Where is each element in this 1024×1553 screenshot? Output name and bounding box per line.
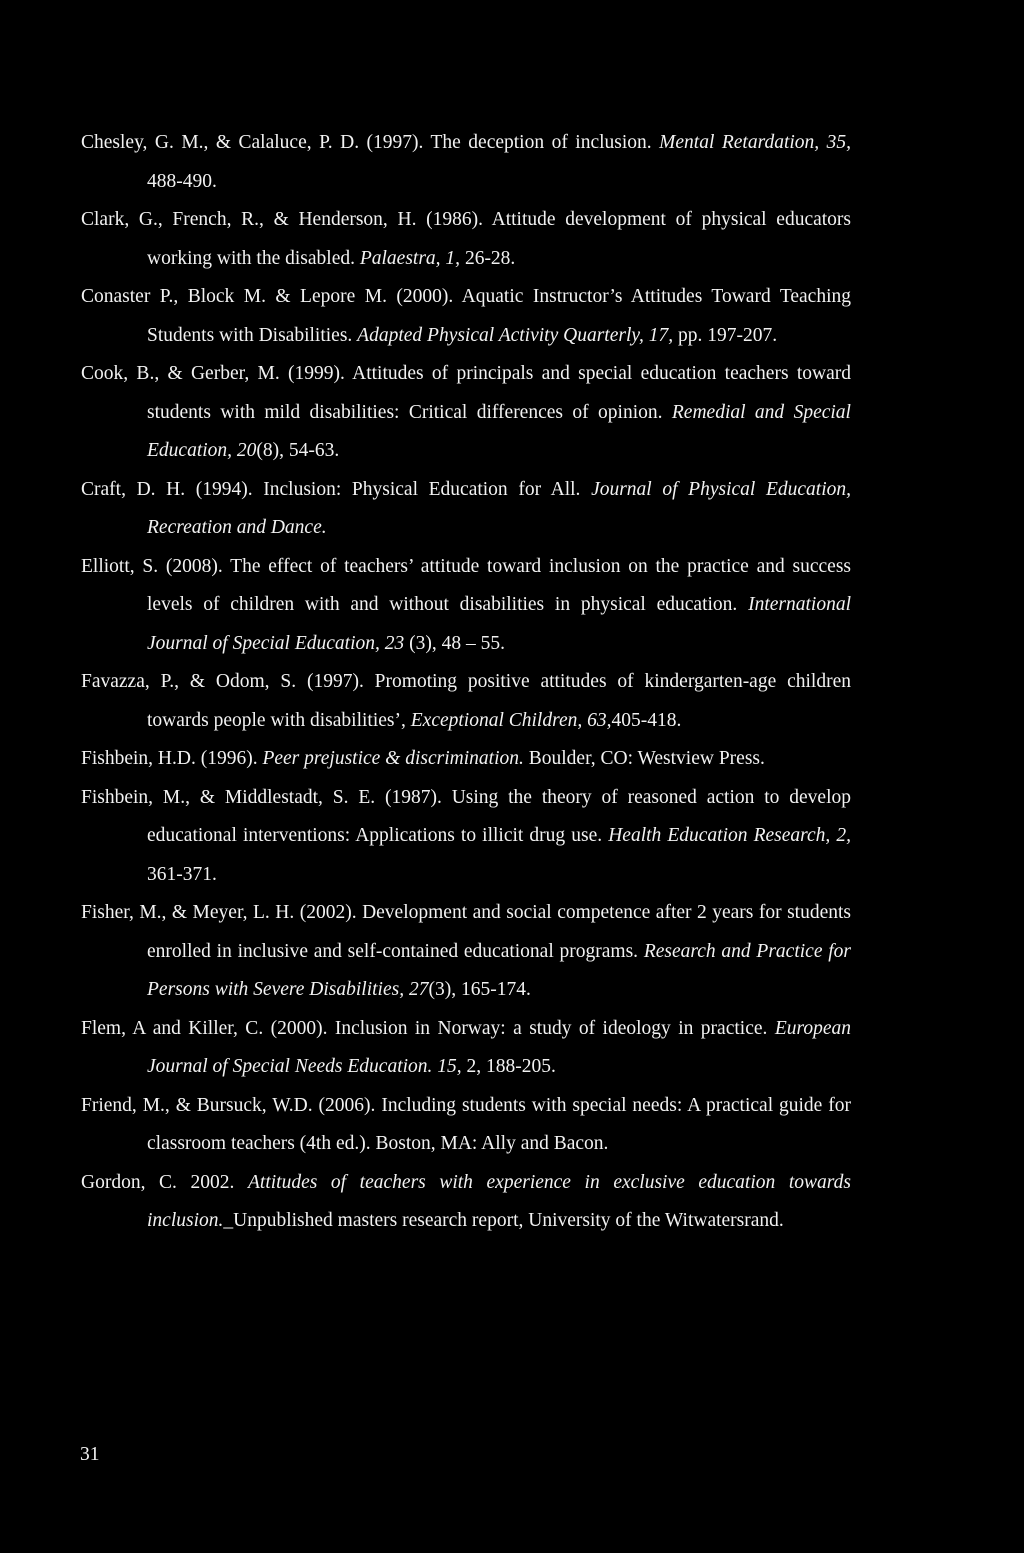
reference-text-segment: Flem, A and Killer, C. (2000). Inclusion in Norway: a study of ideology in practice. (81, 1017, 775, 1039)
reference-text-segment: 26-28. (460, 247, 516, 269)
reference-italic-segment: Research and Practice for Persons with Severe Disabilities, 27 (147, 940, 851, 1000)
reference-text-segment: (3), 48 – 55. (404, 632, 506, 654)
reference-italic-segment: Mental Retardation, 35, (659, 132, 851, 153)
reference-text-segment: _Unpublished masters research report, University of the Witwatersrand. (223, 1210, 784, 1231)
reference-text-segment: Friend, M., & Bursuck, W.D. (2006). Including students with special needs: A practical guide for classroom teachers (4th ed.). Boston, MA: Ally and Bacon. (81, 1094, 851, 1154)
reference-entry (81, 740, 851, 779)
reference-text-segment: Craft, D. H. (1994). Inclusion: Physical Education for All. (81, 478, 592, 500)
reference-entry (81, 663, 851, 740)
reference-text-segment: Elliott, S. (2008). The effect of teachers’ attitude toward inclusion on the practice and success levels of children with and without disabilities in physical education. (81, 555, 851, 615)
reference-text-segment: 405-418. (611, 709, 682, 731)
reference-text-segment: 2, 188-205. (461, 1056, 556, 1077)
reference-text-segment: Clark, G., French, R., & Henderson, H. (1986). Attitude development of physical educators working with the disabled. (81, 209, 851, 269)
reference-list (81, 124, 851, 1241)
reference-entry (81, 1087, 851, 1164)
reference-entry (81, 201, 851, 278)
reference-text-segment: Favazza, P., & Odom, S. (1997). Promoting positive attitudes of kindergarten-age children towards people with disabilities’, (81, 671, 851, 731)
reference-text-segment: Conaster P., Block M. & Lepore M. (2000). Aquatic Instructor’s Attitudes Toward Teaching Students with Disabilities. (81, 286, 851, 346)
reference-text-segment: Fishbein, M., & Middlestadt, S. E. (1987). Using the theory of reasoned action to develop educational interventions: Applications to illicit drug use. (81, 786, 851, 846)
reference-italic-segment: Remedial and Special Education, 20 (147, 401, 851, 461)
reference-entry (81, 779, 851, 895)
reference-italic-segment: European Journal of Special Needs Education. 15, (147, 1017, 851, 1077)
reference-text-segment: Gordon, C. 2002. (81, 1171, 248, 1193)
reference-text-segment: pp. 197-207. (673, 324, 778, 346)
reference-entry (81, 1164, 851, 1241)
reference-italic-segment: International Journal of Special Education, 23 (147, 594, 851, 654)
reference-text-segment: 488-490. (147, 170, 217, 192)
reference-text-segment: (3), 165-174. (428, 979, 531, 1000)
reference-italic-segment: Health Education Research, 2, (608, 825, 852, 846)
reference-text-segment: Boulder, CO: Westview Press. (523, 748, 765, 769)
reference-text-segment: 361-371. (147, 863, 217, 885)
reference-italic-segment: Exceptional Children, 63, (410, 709, 612, 731)
reference-entry (81, 355, 851, 471)
reference-italic-segment: Palaestra, 1, (359, 247, 461, 269)
reference-italic-segment: Adapted Physical Activity Quarterly, 17, (357, 324, 674, 346)
reference-entry (81, 278, 851, 355)
reference-entry (81, 124, 851, 201)
reference-italic-segment: Attitudes of teachers with experience in exclusive education towards inclusion. (147, 1171, 851, 1231)
reference-text-segment: Chesley, G. M., & Calaluce, P. D. (1997). The deception of inclusion. (81, 132, 660, 153)
reference-text-segment: (8), 54-63. (256, 440, 340, 461)
reference-text-segment: Fisher, M., & Meyer, L. H. (2002). Development and social competence after 2 years for students enrolled in inclusive and self-contained educational programs. (81, 902, 851, 962)
reference-italic-segment: Journal of Physical Education, Recreation and Dance. (147, 478, 851, 538)
reference-entry (81, 471, 851, 548)
reference-text-segment: Cook, B., & Gerber, M. (1999). Attitudes of principals and special education teachers toward students with mild disabilities: Critical differences of opinion. (81, 363, 851, 423)
reference-entry (81, 548, 851, 664)
reference-entry (81, 1010, 851, 1087)
reference-entry (81, 894, 851, 1010)
reference-italic-segment: Peer prejustice & discrimination. (262, 748, 524, 769)
reference-text-segment: Fishbein, H.D. (1996). (81, 748, 263, 769)
page-number: 31 (80, 1444, 100, 1465)
